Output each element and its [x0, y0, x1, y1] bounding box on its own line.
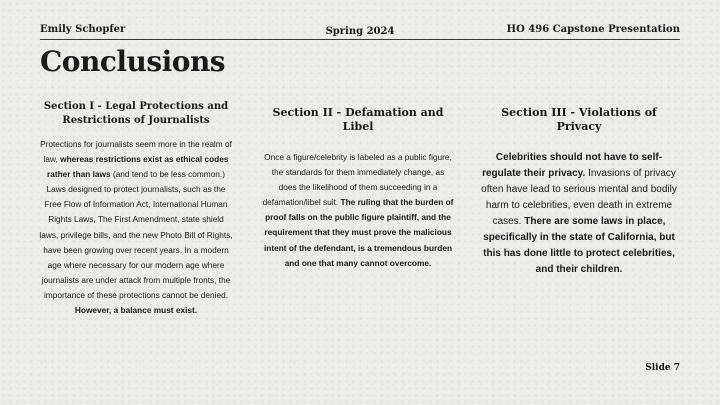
section-3-heading: Section III - Violations of Privacy	[501, 106, 657, 133]
body-run: Protections for journalists seem more in the realm of law,	[40, 139, 232, 165]
section-2-body	[262, 150, 454, 271]
section-1-column	[38, 100, 234, 318]
section-3-body	[478, 150, 680, 278]
section-2-column	[262, 106, 454, 271]
body-run: whereas restrictions exist as ethical codes rather than laws	[46, 154, 229, 180]
course-title: HO 496 Capstone Presentation	[506, 24, 680, 35]
section-1-body	[38, 137, 234, 318]
slide-header	[40, 24, 680, 38]
header-divider	[40, 39, 680, 40]
body-run: Celebrities should not have to self-regulate their privacy.	[482, 152, 663, 179]
author-name: Emily Schopfer	[40, 24, 126, 35]
section-2-heading: Section II - Defamation and Libel	[272, 106, 444, 133]
body-run: Once a figure/celebrity is labeled as a public figure, the standards for them immediately change, as does the likelihood of them succeeding in a defamation/libel suit.	[262, 152, 452, 208]
section-3-column	[478, 106, 680, 278]
slide-number: Slide 7	[645, 363, 680, 373]
section-1-heading: Section I - Legal Protections and Restrictions of Journalists	[43, 101, 229, 126]
slide-title: Conclusions	[40, 45, 226, 78]
body-run: There are some laws in place, specifically in the state of California, but this has done little to protect celebrities, and their children.	[483, 216, 675, 275]
body-run: The ruling that the burden of proof falls on the public figure plaintiff, and the requirement that they must prove the malicious intent of the defendant, is a tremendous burden and one that many cannot overcome.	[263, 197, 454, 268]
term-label: Spring 2024	[325, 26, 395, 37]
body-run: Invasions of privacy often have lead to serious mental and bodily harm to celebrities, even death in extreme cases.	[481, 168, 677, 227]
body-run: (and tend to be less common.) Laws designed to protect journalists, such as the Free Flow of Information Act, International Human Rights Laws, The First Amendment, state shield laws, privilege bills, and the new Photo Bill of Rights, have been growing over recent years. In a modern age where necessary for our modern age where journalists are under attack from multiple fronts, the importance of these protections cannot be denied.	[39, 169, 233, 300]
body-run: However, a balance must exist.	[74, 305, 198, 316]
